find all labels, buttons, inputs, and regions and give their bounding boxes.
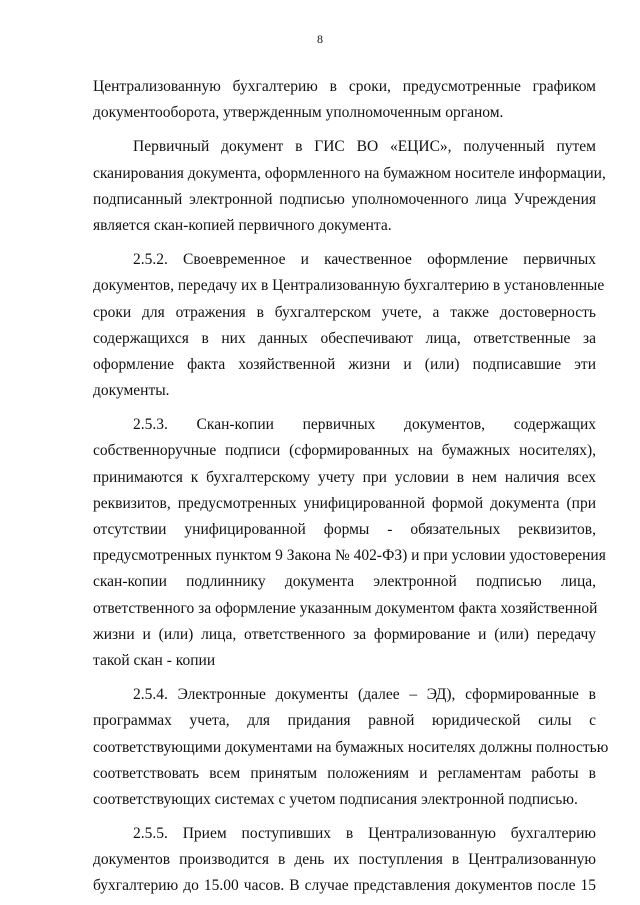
text-line: подписанный электронной подписью уполномоченного лица Учреждения [93, 190, 596, 208]
text-line: ответственного за оформление указанным документом факта хозяйственной [93, 599, 598, 617]
text-line: Централизованную бухгалтерию в сроки, предусмотренные графиком [93, 78, 596, 95]
text-line: собственноручные подписи (сформированных на бумажных носителях), [93, 442, 596, 460]
text-line: жизни и (или) лица, ответственного за формирование и (или) передачу [93, 625, 596, 643]
text-line: 2.5.4. Электронные документы (далее – ЭД), сформированные в [133, 686, 596, 704]
text-line: реквизитов, предусмотренных унифицированной формой документа (при [93, 494, 596, 512]
text-line: скан-копии подлиннику документа электронной подписью лица, [93, 573, 596, 591]
paragraph [93, 74, 596, 126]
paragraph [93, 247, 605, 404]
text-line: 2.5.3. Скан-копии первичных документов, содержащих [133, 416, 596, 434]
text-line: программах учета, для придания равной юридической силы с [93, 712, 596, 730]
text-line: Первичный документ в ГИС ВО «ЕЦИС», полученный путем [133, 138, 596, 156]
paragraph-gap [93, 239, 596, 247]
text-line: сроки для отражения в бухгалтерском учете, а также достоверность [93, 303, 596, 321]
text-line: содержащихся в них данных обеспечивают лица, ответственные за [93, 329, 596, 347]
text-line: соответствующими документами на бумажных носителях должны полностью [93, 738, 609, 756]
text-line: принимаются к бухгалтерскому учету при условии в нем наличия всех [93, 468, 596, 486]
paragraph-gap [93, 126, 596, 134]
text-line: оформление факта хозяйственной жизни и (или) подписавшие эти [93, 355, 596, 373]
text-line: документов, передачу их в Централизованную бухгалтерию в установленные [93, 277, 605, 295]
text-line: соответствующих системах с учетом подписания электронной подписью. [93, 790, 578, 808]
text-line: отсутствии унифицированной формы - обязательных реквизитов, [93, 521, 596, 538]
text-line: документооборота, утвержденным уполномоченным органом. [93, 104, 504, 122]
text-line: является скан-копией первичного документа. [93, 216, 392, 234]
text-line: предусмотренных пунктом 9 Закона № 402-ФЗ) и при условии удостоверения [93, 547, 606, 565]
paragraph-gap [93, 404, 596, 412]
text-line: 2.5.2. Своевременное и качественное оформление первичных [133, 251, 596, 269]
paragraph [93, 134, 606, 239]
text-line: 2.5.5. Прием поступивших в Централизованную бухгалтерию [133, 825, 596, 843]
paragraph [93, 412, 606, 674]
text-line: такой скан - копии [93, 651, 216, 669]
paragraph [93, 821, 596, 900]
document-body [93, 74, 609, 900]
text-line: сканирования документа, оформленного на бумажном носителе информации, [93, 164, 606, 182]
paragraph-gap [93, 813, 596, 821]
paragraph-gap [93, 674, 596, 682]
page-number: 8 [317, 32, 323, 46]
paragraph [93, 682, 609, 813]
text-line: соответствовать всем принятым положениям и регламентам работы в [93, 764, 596, 782]
text-line: бухгалтерию до 15.00 часов. В случае представления документов после 15 [93, 877, 596, 895]
text-line: документы. [93, 382, 170, 400]
text-line: документов производится в день их поступления в Централизованную [93, 851, 596, 869]
